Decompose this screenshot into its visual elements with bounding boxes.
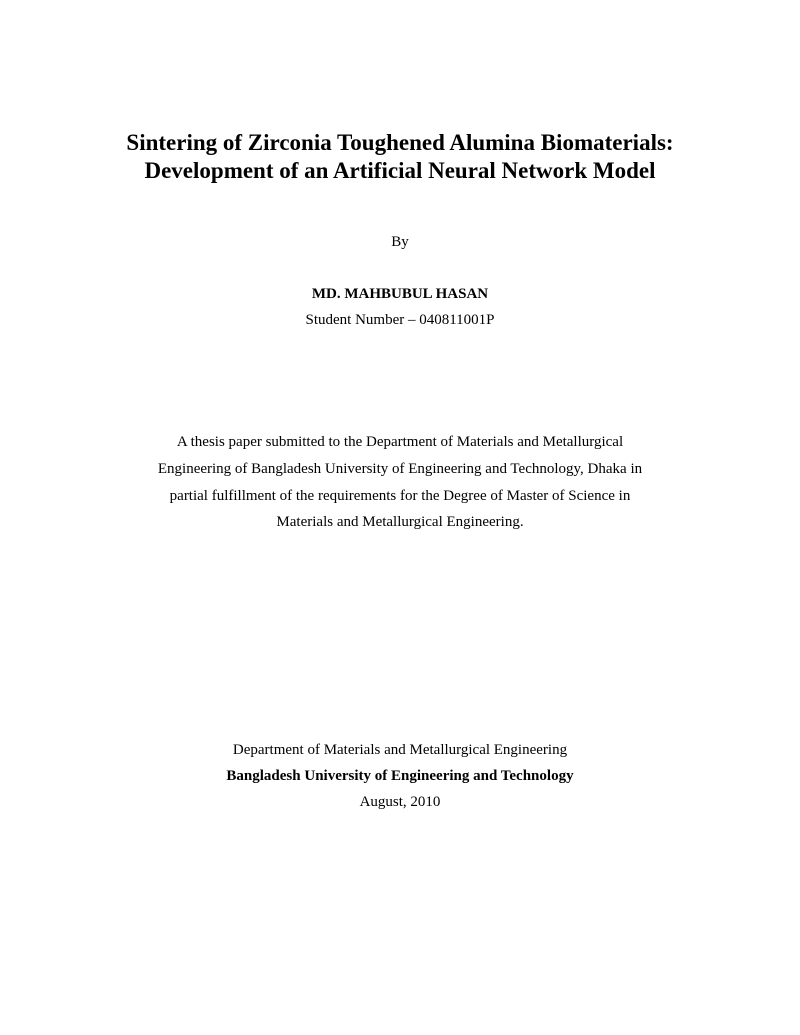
student-number: Student Number – 040811001P	[305, 312, 495, 328]
statement-line-4: Materials and Metallurgical Engineering.	[276, 514, 524, 530]
statement-line-3: partial fulfillment of the requirements for the Degree of Master of Science in	[169, 488, 631, 504]
statement-line-1: A thesis paper submitted to the Department of Materials and Metallurgical	[176, 434, 624, 450]
thesis-title-line-2: Development of an Artificial Neural Network Model	[144, 158, 656, 183]
submission-date: August, 2010	[359, 794, 441, 810]
thesis-title-line-1: Sintering of Zirconia Toughened Alumina Biomaterials:	[126, 130, 674, 155]
statement-line-2: Engineering of Bangladesh University of Engineering and Technology, Dhaka in	[157, 461, 643, 477]
department-name: Department of Materials and Metallurgical Engineering	[232, 742, 568, 758]
author-name: MD. MAHBUBUL HASAN	[311, 286, 489, 302]
by-label: By	[391, 234, 409, 250]
university-name: Bangladesh University of Engineering and Technology	[226, 768, 574, 784]
